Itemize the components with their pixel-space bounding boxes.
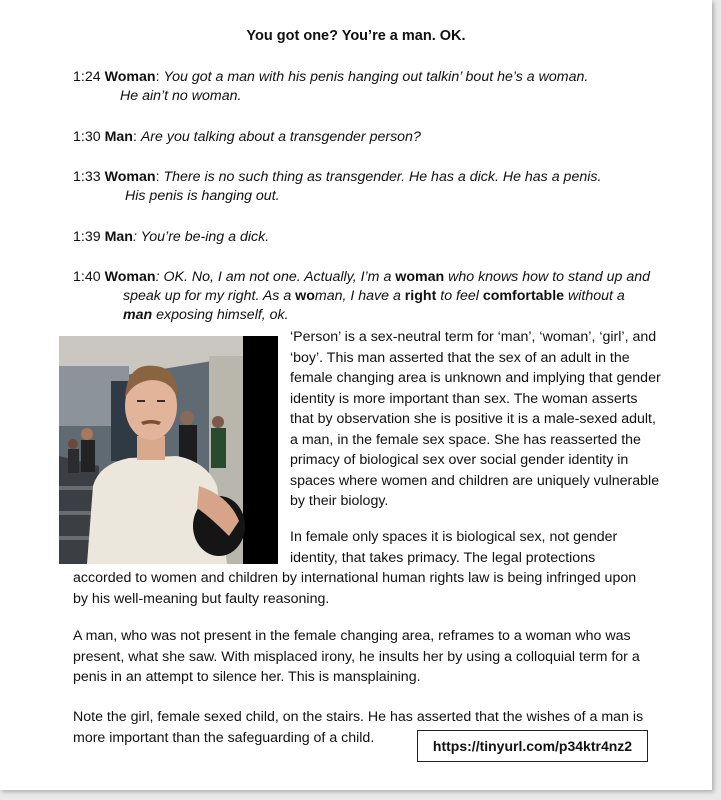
paragraph-line: identity is more important than sex. The woman asserts	[290, 390, 638, 407]
transcript-text-continued: He ain’t no woman.	[120, 88, 242, 104]
video-still-photo	[59, 336, 278, 564]
paragraph-line: accorded to women and children by international human rights law is being infringed upon	[73, 570, 637, 586]
transcript-entry: 1:24 Woman: You got a man with his penis hanging out talkin’ bout he’s a woman. He ain’t no woman.	[73, 68, 698, 106]
transcript-text: who knows how to stand up and	[444, 269, 651, 285]
speaker: Woman	[104, 269, 156, 285]
speaker: Woman	[104, 69, 156, 85]
paragraph-line: primacy of biological sex over social gender identity in	[290, 452, 629, 468]
transcript-text: You’re be-ing a dick.	[140, 229, 270, 245]
commentary-paragraph	[290, 327, 690, 512]
timestamp: 1:30	[73, 129, 101, 145]
paragraph-line: In female only spaces it is biological sex, not gender	[290, 529, 618, 545]
paragraph-line: a man, in the female sex space. She has reasserted the	[290, 431, 641, 448]
page-title: You got one? You’re a man. OK.	[246, 28, 466, 44]
transcript-text-continued: His penis is hanging out.	[125, 188, 280, 204]
paragraph-line: penis in an attempt to silence her. This is mansplaining.	[73, 669, 421, 685]
transcript-text: man, I have a	[314, 288, 405, 304]
transcript-text-continued	[73, 306, 698, 325]
timestamp: 1:33	[73, 169, 101, 185]
transcript-text: to feel	[436, 288, 483, 304]
transcript-entry: 1:30 Man: Are you talking about a transgender person?	[73, 129, 421, 145]
paragraph-line: female changing area is unknown and implying that gender	[290, 370, 661, 386]
emphasis: woman	[395, 269, 445, 285]
transcript-text: You got a man with his penis hanging out talkin’ bout he’s a woman.	[163, 69, 589, 85]
paragraph-line: spaces where women and children are uniquely vulnerable	[290, 472, 660, 489]
paragraph-line: more important than the safeguarding of a child.	[73, 729, 375, 746]
timestamp: 1:39	[73, 229, 101, 245]
transcript-entry: 1:33 Woman: There is no such thing as transgender. He has a dick. He has a penis. His penis is hanging out.	[73, 168, 698, 206]
transcript-text: OK. No, I am not one. Actually, I’m a	[163, 269, 396, 285]
emphasis: man	[123, 307, 153, 323]
paragraph-line: present, what she saw. With misplaced irony, he insults her by using a colloquial term for a	[73, 648, 640, 665]
paragraph-line: Note the girl, female sexed child, on the stairs. He has asserted that the wishes of a man is	[73, 709, 644, 725]
paragraph-line: identity, that takes primacy. The legal protections	[290, 549, 596, 566]
transcript-text: exposing himself, ok.	[152, 307, 289, 323]
emphasis: comfortable	[482, 288, 565, 304]
transcript-text: speak up for my right. As a	[123, 288, 296, 304]
paragraph-line: ‘boy’. This man asserted that the sex of an adult in the	[290, 349, 630, 366]
speaker: Man	[104, 229, 133, 245]
transcript-text: There is no such thing as transgender. He has a dick. He has a penis.	[163, 169, 602, 185]
emphasis: wo	[295, 288, 315, 304]
transcript-text-continued	[73, 287, 698, 306]
tinyurl-link[interactable]: https://tinyurl.com/p34ktr4nz2	[417, 730, 648, 762]
transcript-entry: 1:39 Man: You’re be-ing a dick.	[73, 229, 270, 245]
speaker: Woman	[104, 169, 156, 185]
paragraph-line: by their biology.	[290, 493, 389, 509]
paragraph-line: ‘Person’ is a sex-neutral term for ‘man’, ‘woman’, ‘girl’, and	[290, 329, 657, 345]
emphasis: right	[404, 288, 437, 304]
speaker: Man	[104, 129, 133, 145]
paragraph-line: A man, who was not present in the female changing area, reframes to a woman who was	[73, 628, 631, 644]
timestamp: 1:40	[73, 269, 101, 285]
commentary-paragraph	[290, 527, 690, 568]
transcript-entry: 1:40 Woman: OK. No, I am not one. Actually, I’m a woman who knows how to stand up and speak up for my right. As a woman, I have a right to feel comfortable without a man exposing himself, ok.	[73, 268, 698, 325]
commentary-paragraph	[73, 626, 698, 688]
paragraph-line: that by observation she is positive it is a male-sexed adult,	[290, 411, 656, 427]
transcript-text: without a	[564, 288, 625, 304]
paragraph-line: by his well-meaning but faulty reasoning.	[73, 590, 330, 607]
commentary-paragraph-continued	[73, 568, 698, 609]
transcript-text: Are you talking about a transgender person?	[140, 129, 421, 145]
timestamp: 1:24	[73, 69, 101, 85]
